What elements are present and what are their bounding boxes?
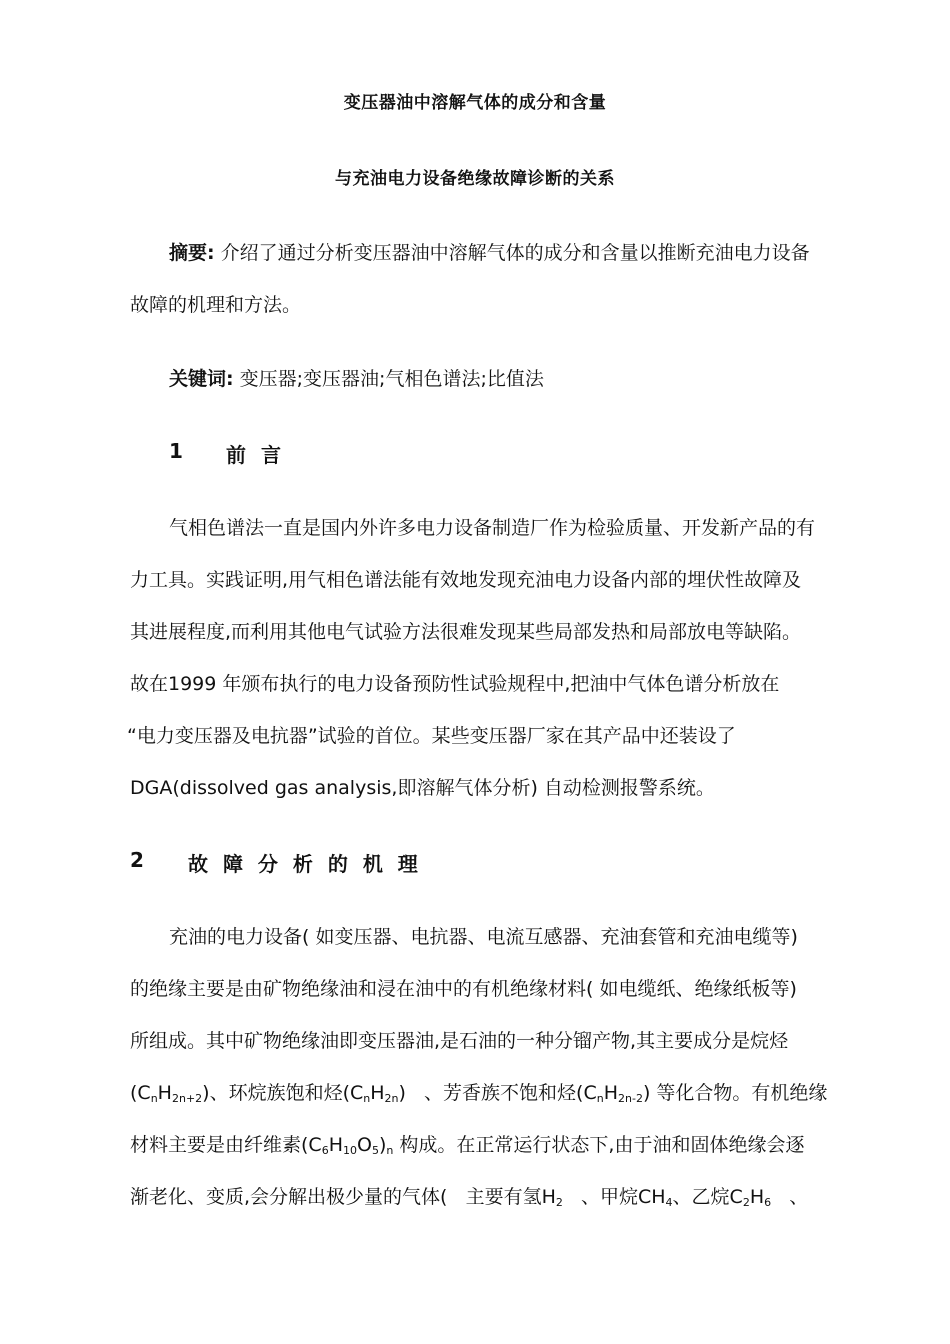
abstract-label: 摘要: [169,242,215,264]
text-fragment: ) [378,1134,387,1156]
section-2-heading [130,848,418,876]
subscript: 6 [764,1196,772,1209]
title-line-2: 与充油电力设备绝缘故障诊断的关系 [335,169,615,189]
section-2-title: 故 障 分 析 的 机 理 [188,852,418,876]
subscript: n [150,1092,158,1105]
s2-cellulose-line [130,1130,804,1157]
subscript: 4 [665,1196,673,1209]
abstract-line-1 [169,238,810,265]
section-1-number: 1 [169,439,183,463]
abstract-line-2: 故障的机理和方法。 [130,294,302,316]
text-fragment: ) 、芳香族不饱和烃(C [398,1082,597,1104]
subscript: 5 [371,1144,379,1157]
text-fragment: O [356,1134,372,1156]
subscript: 6 [321,1144,329,1157]
subscript: n [386,1144,394,1157]
subscript: 2 [742,1196,750,1209]
s1-line-6: DGA(dissolved gas analysis,即溶解气体分析) 自动检测报警系统。 [130,777,715,799]
s2-gas-line [130,1182,808,1209]
text-fragment: ) 等化合物。有机绝缘 [642,1082,828,1104]
subscript: 2n [384,1092,399,1105]
s2-formula-line [130,1078,827,1105]
subscript: n [363,1092,371,1105]
section-2-number: 2 [130,848,144,872]
text-fragment: H [328,1134,343,1156]
text-fragment: H [157,1082,172,1104]
keywords-label: 关键词: [169,368,234,390]
subscript: 2 [555,1196,563,1209]
text-fragment: 构成。在正常运行状态下,由于油和固体绝缘会逐 [393,1134,805,1156]
s1-line-2: 力工具。实践证明,用气相色谱法能有效地发现充油电力设备内部的埋伏性故障及 [130,569,802,591]
s1-line-4: 故在1999 年颁布执行的电力设备预防性试验规程中,把油中气体色谱分析放在 [130,673,780,695]
text-fragment: 渐老化、变质,会分解出极少量的气体( 主要有氢H [130,1186,556,1208]
text-fragment: H [370,1082,385,1104]
s1-line-3: 其进展程度,而利用其他电气试验方法很难发现某些局部发热和局部放电等缺陷。 [130,621,802,643]
text-fragment: H [603,1082,619,1104]
section-1-heading [169,439,281,467]
keywords-text: 变压器;变压器油;气相色谱法;比值法 [239,368,544,390]
text-fragment: H [749,1186,765,1208]
abstract-text-1: 介绍了通过分析变压器油中溶解气体的成分和含量以推断充油电力设备 [220,242,810,264]
s1-line-5: “电力变压器及电抗器”试验的首位。某些变压器厂家在其产品中还装设了 [127,725,736,747]
s2-line-2: 的绝缘主要是由矿物绝缘油和浸在油中的有机绝缘材料( 如电缆纸、绝缘纸板等) [130,978,797,1000]
text-fragment: 、 [771,1186,809,1208]
subscript: 2n+2 [171,1092,203,1105]
text-fragment: )、环烷族饱和烃(C [202,1082,364,1104]
text-fragment: 、甲烷CH [562,1186,666,1208]
section-1-title: 前 言 [226,443,281,467]
subscript: 10 [342,1144,357,1157]
subscript: n [596,1092,604,1105]
s2-line-1: 充油的电力设备( 如变压器、电抗器、电流互感器、充油套管和充油电缆等) [169,926,798,948]
title-line-1: 变压器油中溶解气体的成分和含量 [343,93,607,113]
s2-line-3: 所组成。其中矿物绝缘油即变压器油,是石油的一种分镏产物,其主要成分是烷烃 [130,1030,789,1052]
keywords-line [169,364,544,391]
text-fragment: 材料主要是由纤维素(C [130,1134,322,1156]
text-fragment: (C [130,1082,151,1104]
text-fragment: 、乙烷C [672,1186,743,1208]
subscript: 2n-2 [618,1092,643,1105]
s1-line-1: 气相色谱法一直是国内外许多电力设备制造厂作为检验质量、开发新产品的有 [169,517,816,539]
